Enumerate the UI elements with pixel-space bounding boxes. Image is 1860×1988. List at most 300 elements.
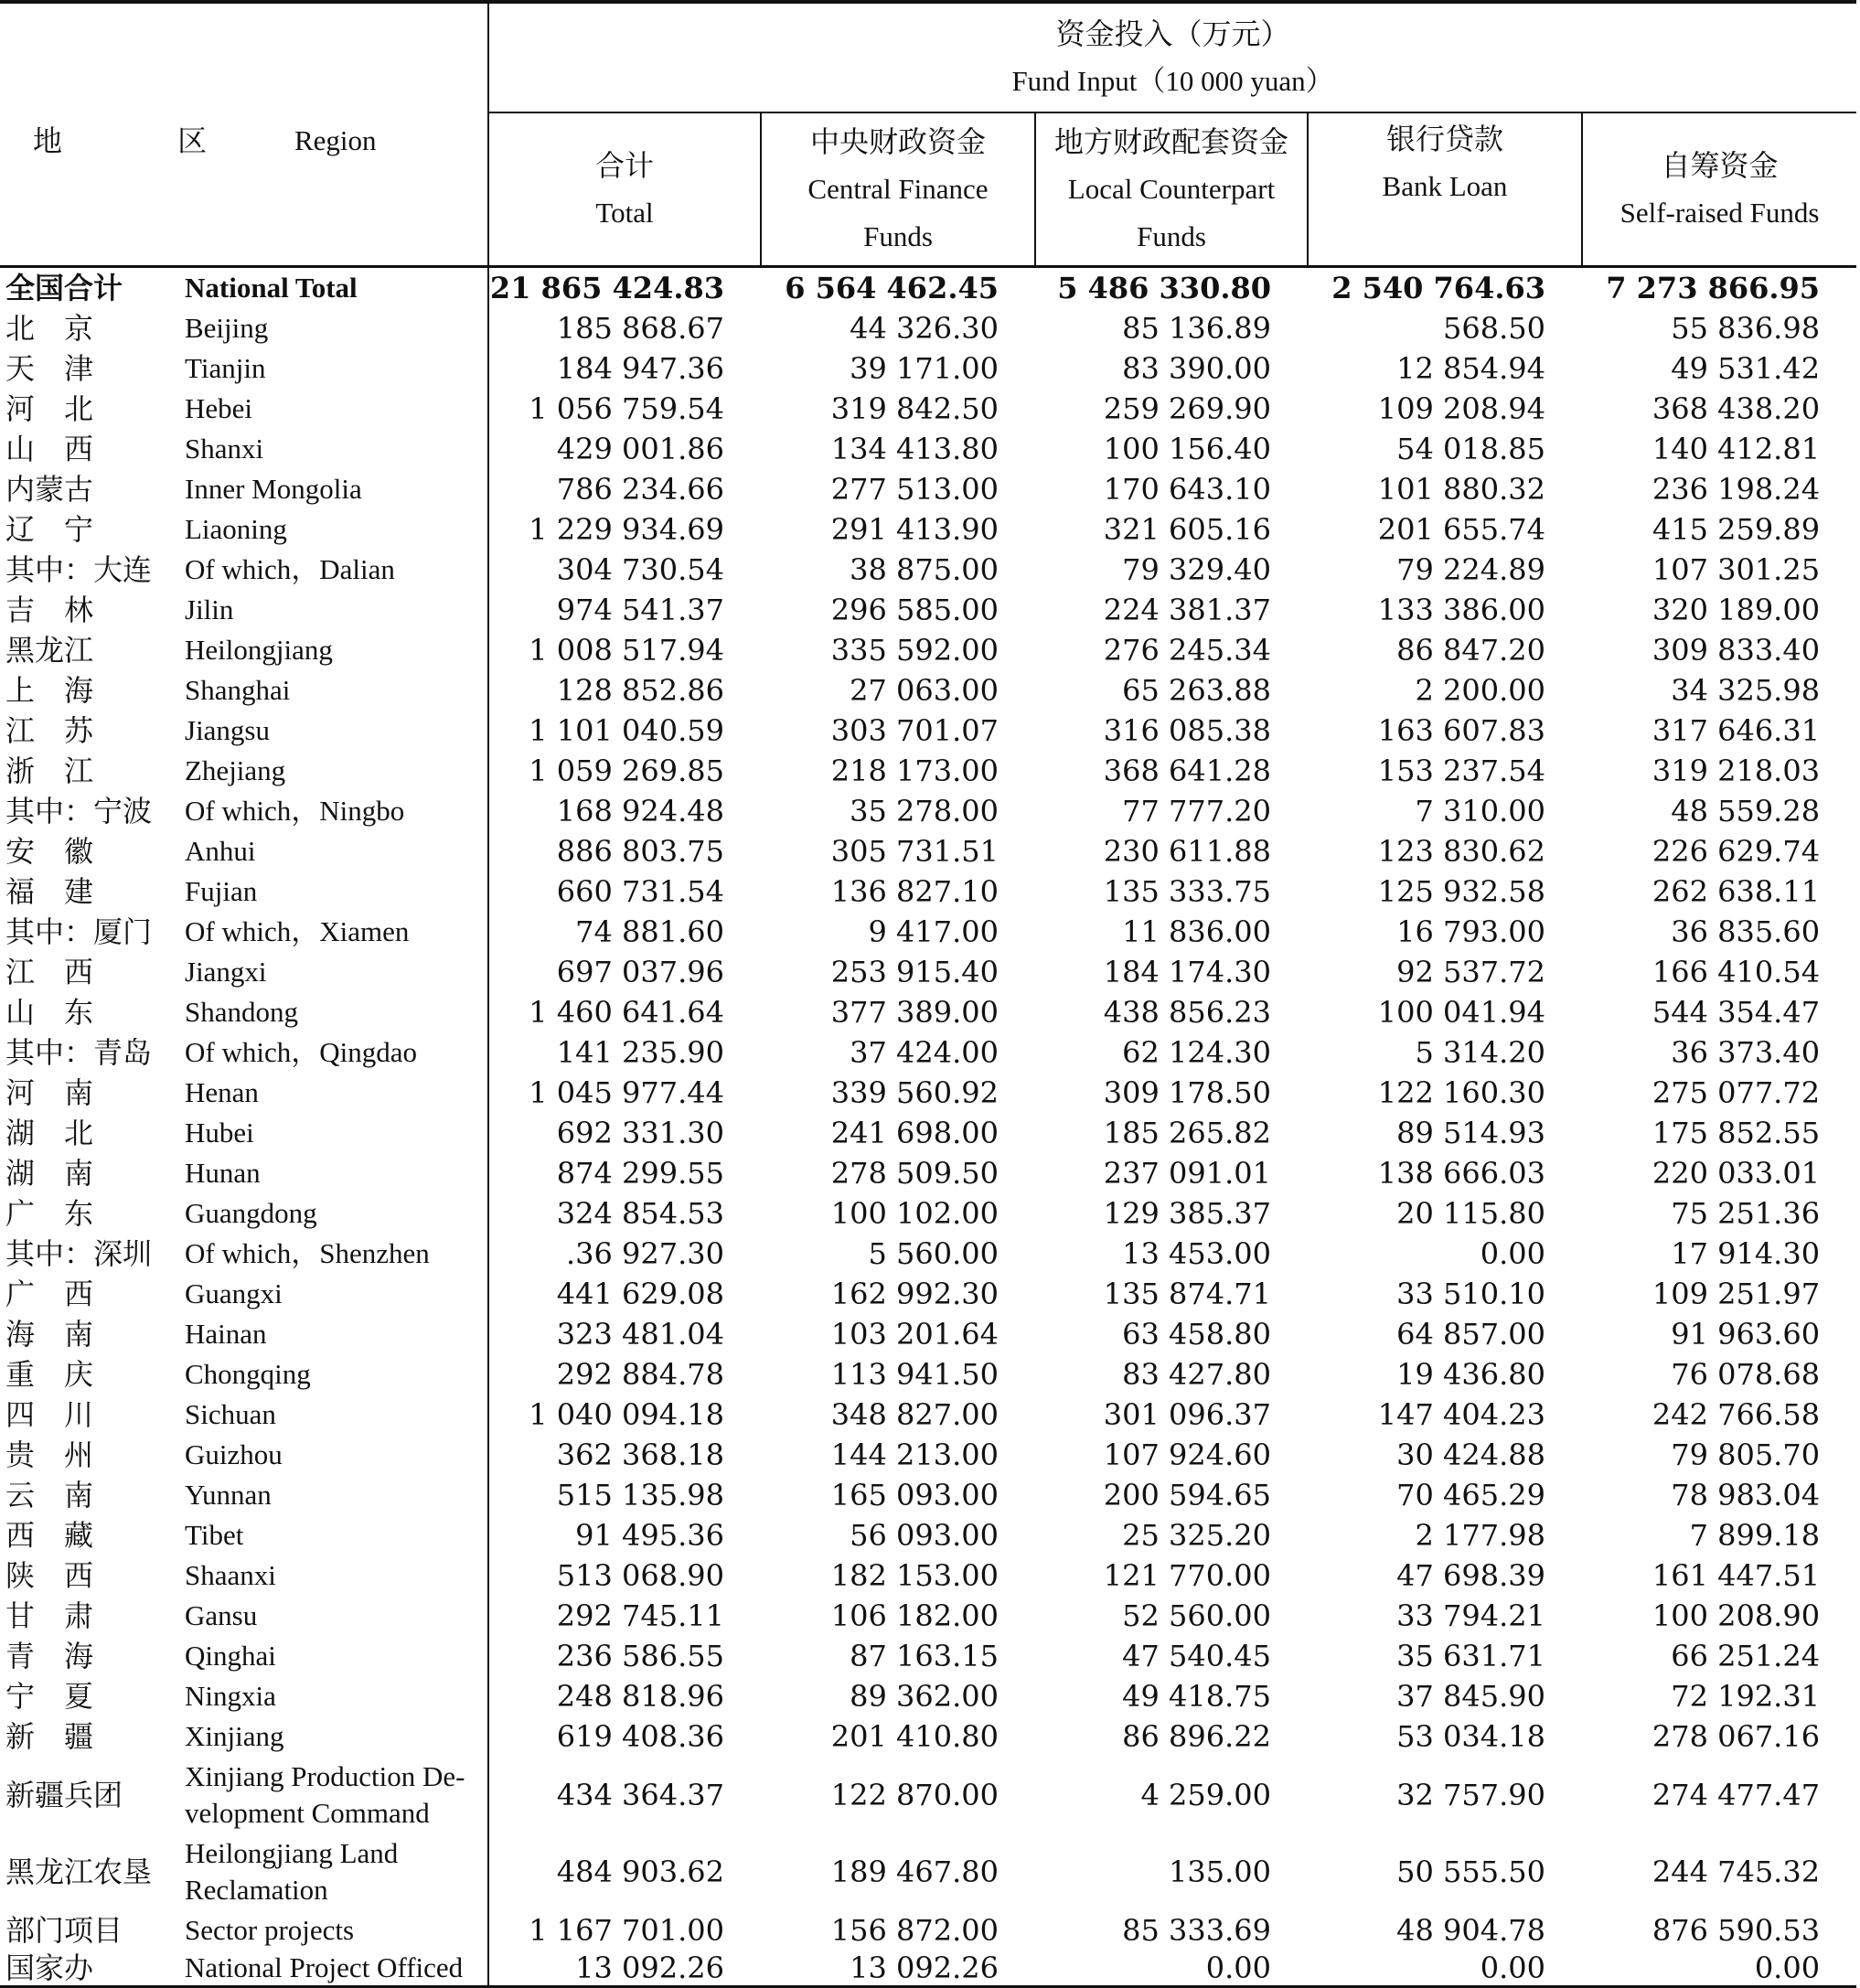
- value-self-raised: 17 914.30: [1671, 1236, 1821, 1271]
- region-name-cn: 新 疆: [5, 1719, 94, 1754]
- table-row: [0, 308, 1856, 348]
- value-central-finance: 348 827.00: [830, 1397, 999, 1432]
- region-name-en: Guangdong: [185, 1197, 317, 1229]
- value-self-raised: 75 251.36: [1671, 1196, 1821, 1231]
- value-total: 441 629.08: [488, 1274, 761, 1314]
- table-row: [0, 630, 1856, 670]
- col-header-selfraised-en: Self-raised Funds: [1619, 197, 1820, 229]
- value-bank-loan: 53 034.18: [1396, 1719, 1545, 1754]
- value-local-counterpart: 224 381.37: [1103, 593, 1271, 627]
- value-bank-loan: 0.00: [1480, 1236, 1545, 1271]
- col-header-central-cn: 中央财政资金: [809, 124, 986, 159]
- value-self-raised: 220 033.01: [1652, 1156, 1821, 1191]
- value-self-raised: 0.00: [1582, 1951, 1856, 1987]
- value-central-finance: 253 915.40: [830, 955, 999, 989]
- value-bank-loan: 33 510.10: [1396, 1277, 1545, 1311]
- region-name-cn: 吉 林: [5, 593, 94, 627]
- value-total: 324 854.53: [488, 1193, 761, 1234]
- value-bank-loan: 153 237.54: [1377, 754, 1545, 788]
- region-name-en: Hubei: [185, 1117, 254, 1149]
- region-name-en: Xinjiang: [185, 1720, 284, 1752]
- col-header-local-en: Local Counterpart: [1067, 173, 1276, 205]
- value-local-counterpart: 62 124.30: [1122, 1035, 1271, 1070]
- col-header-total-cn: 合计: [594, 148, 654, 183]
- region-name-en: National Project Officed: [183, 1951, 488, 1987]
- value-local-counterpart: 237 091.01: [1103, 1156, 1271, 1191]
- table-row: [0, 711, 1856, 751]
- value-local-counterpart: 368 641.28: [1103, 754, 1271, 788]
- value-bank-loan: 5 314.20: [1415, 1035, 1545, 1070]
- region-name-cn: 湖 南: [5, 1156, 94, 1191]
- value-local-counterpart: 438 856.23: [1103, 995, 1271, 1030]
- value-bank-loan: 133 386.00: [1377, 593, 1545, 627]
- value-self-raised: 415 259.89: [1652, 512, 1821, 547]
- table-row: [0, 1073, 1856, 1113]
- value-total: 236 586.55: [488, 1636, 761, 1676]
- value-central-finance: 87 163.15: [850, 1639, 999, 1673]
- value-bank-loan: 2 200.00: [1415, 673, 1545, 708]
- value-total: 13 092.26: [488, 1951, 761, 1987]
- value-bank-loan: 92 537.72: [1396, 955, 1545, 989]
- value-self-raised: 278 067.16: [1652, 1719, 1821, 1754]
- value-self-raised: 48 559.28: [1671, 794, 1821, 828]
- value-self-raised: 309 833.40: [1652, 633, 1821, 668]
- value-self-raised: 368 438.20: [1652, 391, 1821, 426]
- region-name-en: [183, 1833, 488, 1910]
- value-central-finance: 241 698.00: [830, 1116, 999, 1150]
- value-central-finance: 144 213.00: [830, 1438, 999, 1472]
- region-name-en: Zhejiang: [185, 754, 286, 786]
- table-row: [0, 1153, 1856, 1193]
- table-row: [0, 952, 1856, 992]
- region-name-en: Fujian: [185, 875, 258, 907]
- value-central-finance: 27 063.00: [850, 673, 999, 708]
- value-bank-loan: 100 041.94: [1377, 995, 1545, 1030]
- region-name-en: Beijing: [185, 312, 269, 344]
- region-name-en: Sector projects: [185, 1914, 355, 1946]
- value-bank-loan: 48 904.78: [1396, 1913, 1545, 1948]
- table-row: [0, 1716, 1856, 1757]
- value-bank-loan: 70 465.29: [1396, 1478, 1545, 1512]
- value-total: 660 731.54: [488, 871, 761, 912]
- region-name-en: Hebei: [185, 392, 253, 424]
- value-bank-loan: 86 847.20: [1396, 633, 1545, 668]
- region-name-cn: 广 西: [5, 1277, 94, 1311]
- col-header-bank-cn: 银行贷款: [1385, 122, 1503, 156]
- region-name-cn: 广 东: [5, 1196, 94, 1231]
- value-central-finance: 5 560.00: [868, 1236, 999, 1271]
- value-total: 74 881.60: [488, 912, 761, 952]
- value-total: 292 884.78: [488, 1354, 761, 1395]
- region-name-cn: 河 南: [5, 1075, 94, 1110]
- value-total: 1 167 701.00: [488, 1910, 761, 1951]
- value-bank-loan: 32 757.90: [1396, 1778, 1545, 1812]
- table-header: [0, 4, 1856, 267]
- region-name-en: Jiangxi: [185, 956, 267, 988]
- col-header-local-cn: 地方财政配套资金: [1053, 124, 1288, 159]
- value-total: 304 730.54: [488, 550, 761, 590]
- region-name-en: Heilongjiang: [185, 634, 333, 666]
- value-central-finance: 100 102.00: [830, 1196, 999, 1231]
- region-name-cn: 湖 北: [5, 1116, 94, 1150]
- col-header-local: [1035, 112, 1308, 267]
- region-name-en: Shaanxi: [185, 1559, 276, 1591]
- table-row: [0, 1435, 1856, 1475]
- value-bank-loan: 0.00: [1308, 1951, 1582, 1987]
- value-local-counterpart: 83 390.00: [1122, 351, 1271, 386]
- region-name-cn: 辽 宁: [5, 512, 94, 547]
- value-bank-loan: 19 436.80: [1396, 1357, 1545, 1392]
- value-bank-loan: 109 208.94: [1377, 391, 1545, 426]
- col-header-total-en: Total: [595, 197, 654, 229]
- region-name-en: Shanghai: [185, 674, 291, 706]
- value-self-raised: 100 208.90: [1652, 1598, 1821, 1633]
- value-self-raised: 72 192.31: [1671, 1679, 1821, 1714]
- value-self-raised: 76 078.68: [1671, 1357, 1821, 1392]
- region-name-en: Ningxia: [185, 1680, 276, 1712]
- value-total: 1 045 977.44: [488, 1073, 761, 1113]
- value-central-finance: 37 424.00: [850, 1035, 999, 1070]
- fund-input-table: [0, 4, 1856, 1988]
- region-name-en: Chongqing: [185, 1358, 311, 1390]
- table-row: [0, 791, 1856, 831]
- region-name-en: Shanxi: [185, 433, 264, 465]
- value-bank-loan: 89 514.93: [1396, 1116, 1545, 1150]
- region-name-cn: 宁 夏: [5, 1679, 94, 1714]
- region-name-cn: 江 苏: [5, 713, 94, 748]
- value-bank-loan: 2 177.98: [1415, 1518, 1545, 1553]
- value-central-finance: 156 872.00: [830, 1913, 999, 1948]
- table-row: [0, 1596, 1856, 1636]
- value-local-counterpart: 185 265.82: [1103, 1116, 1271, 1150]
- value-total: 141 235.90: [488, 1032, 761, 1073]
- value-total: 619 408.36: [488, 1716, 761, 1757]
- value-self-raised: 274 477.47: [1652, 1778, 1821, 1812]
- value-self-raised: 140 412.81: [1652, 432, 1821, 466]
- value-central-finance: 339 560.92: [830, 1075, 999, 1110]
- value-total: 91 495.36: [488, 1515, 761, 1555]
- table-row: [0, 1274, 1856, 1314]
- table-row: [0, 348, 1856, 389]
- value-self-raised: 320 189.00: [1652, 593, 1821, 627]
- value-total: 248 818.96: [488, 1676, 761, 1716]
- table-row: [0, 751, 1856, 791]
- region-name-en: National Total: [185, 272, 358, 304]
- table-row: [0, 1113, 1856, 1153]
- value-bank-loan: 33 794.21: [1396, 1598, 1545, 1633]
- value-total: 434 364.37: [488, 1757, 761, 1833]
- value-local-counterpart: 170 643.10: [1103, 472, 1271, 507]
- fund-input-header-cn: 资金投入（万元）: [1055, 16, 1290, 51]
- value-local-counterpart: 301 096.37: [1103, 1397, 1271, 1432]
- region-name-en: Guizhou: [185, 1438, 283, 1470]
- value-self-raised: 876 590.53: [1652, 1913, 1821, 1948]
- col-header-central-en2: Funds: [863, 220, 933, 252]
- value-self-raised: 262 638.11: [1652, 874, 1821, 909]
- region-name-en: Yunnan: [185, 1479, 272, 1511]
- value-bank-loan: 125 932.58: [1377, 874, 1545, 909]
- region-name-cn: 重 庆: [5, 1357, 94, 1392]
- region-name-en: [183, 1757, 488, 1833]
- value-bank-loan: 12 854.94: [1396, 351, 1545, 386]
- value-bank-loan: 122 160.30: [1377, 1075, 1545, 1110]
- value-total: 185 868.67: [488, 308, 761, 348]
- region-name-cn: 安 徽: [5, 834, 94, 869]
- region-name-en: Qinghai: [185, 1640, 276, 1672]
- value-bank-loan: 123 830.62: [1377, 834, 1545, 869]
- table-row: [0, 1475, 1856, 1515]
- value-total: 974 541.37: [488, 590, 761, 630]
- value-central-finance: 6 564 462.45: [785, 271, 999, 305]
- value-self-raised: 49 531.42: [1671, 351, 1821, 386]
- table-row: [0, 992, 1856, 1032]
- table-row: [0, 1757, 1856, 1833]
- region-name-cn: 青 海: [5, 1639, 94, 1673]
- value-local-counterpart: 49 418.75: [1122, 1679, 1271, 1714]
- col-header-central-en: Central Finance: [807, 173, 989, 205]
- value-total: 1 056 759.54: [488, 389, 761, 429]
- value-central-finance: 201 410.80: [830, 1719, 999, 1754]
- region-name-cn: 陕 西: [5, 1558, 94, 1593]
- region-header-cn: 地 区: [33, 123, 261, 158]
- table-row: [0, 1676, 1856, 1716]
- table-row: [0, 1193, 1856, 1234]
- region-name-en: Guangxi: [185, 1277, 283, 1309]
- region-name-en: Of which，Ningbo: [185, 795, 405, 827]
- value-self-raised: 7 273 866.95: [1606, 271, 1821, 305]
- table-row: [0, 912, 1856, 952]
- region-name-cn: 其中：宁波: [5, 794, 153, 828]
- region-name-en-line1: Xinjiang Production De-: [185, 1760, 465, 1792]
- value-total: 692 331.30: [488, 1113, 761, 1153]
- col-header-bank: [1308, 112, 1582, 267]
- value-bank-loan: 35 631.71: [1396, 1639, 1545, 1673]
- region-name-cn: 山 西: [5, 432, 94, 466]
- region-name-cn: 其中：厦门: [5, 914, 153, 949]
- value-local-counterpart: 25 325.20: [1122, 1518, 1271, 1553]
- value-self-raised: 242 766.58: [1652, 1397, 1821, 1432]
- value-bank-loan: 147 404.23: [1377, 1397, 1545, 1432]
- value-local-counterpart: 0.00: [1035, 1951, 1308, 1987]
- value-total: 323 481.04: [488, 1314, 761, 1354]
- value-central-finance: 319 842.50: [830, 391, 999, 426]
- value-central-finance: 9 417.00: [868, 914, 999, 949]
- region-name-cn: 国家办: [0, 1951, 183, 1987]
- value-bank-loan: 47 698.39: [1396, 1558, 1545, 1593]
- value-local-counterpart: 77 777.20: [1122, 794, 1271, 828]
- value-self-raised: 34 325.98: [1671, 673, 1821, 708]
- value-bank-loan: 101 880.32: [1377, 472, 1545, 507]
- value-total: 886 803.75: [488, 831, 761, 871]
- value-self-raised: 166 410.54: [1652, 955, 1821, 989]
- value-local-counterpart: 11 836.00: [1122, 914, 1271, 949]
- value-central-finance: 35 278.00: [850, 794, 999, 828]
- region-name-cn: 北 京: [5, 311, 94, 346]
- value-central-finance: 39 171.00: [850, 351, 999, 386]
- region-name-en: Liaoning: [185, 513, 287, 545]
- value-local-counterpart: 4 259.00: [1140, 1778, 1271, 1812]
- region-name-cn: 内蒙古: [5, 472, 94, 507]
- table-row: [0, 871, 1856, 912]
- value-local-counterpart: 65 263.88: [1122, 673, 1271, 708]
- value-central-finance: 113 941.50: [830, 1357, 999, 1392]
- value-total: .36 927.30: [488, 1234, 761, 1274]
- table-row: [0, 1314, 1856, 1354]
- region-name-cn: 上 海: [5, 673, 94, 708]
- value-total: 292 745.11: [488, 1596, 761, 1636]
- value-total: 128 852.86: [488, 670, 761, 711]
- value-local-counterpart: 47 540.45: [1122, 1639, 1271, 1673]
- value-total: 484 903.62: [488, 1833, 761, 1910]
- value-total: 21 865 424.83: [488, 267, 761, 309]
- value-total: 1 008 517.94: [488, 630, 761, 670]
- region-name-cn: 贵 州: [5, 1438, 94, 1472]
- region-header-en: Region: [294, 124, 377, 156]
- region-name-cn: 新疆兵团: [5, 1778, 123, 1812]
- value-local-counterpart: 230 611.88: [1103, 834, 1271, 869]
- value-local-counterpart: 321 605.16: [1103, 512, 1271, 547]
- value-central-finance: 335 592.00: [830, 633, 999, 668]
- value-central-finance: 89 362.00: [850, 1679, 999, 1714]
- value-central-finance: 182 153.00: [830, 1558, 999, 1593]
- value-bank-loan: 79 224.89: [1396, 552, 1545, 587]
- value-local-counterpart: 79 329.40: [1122, 552, 1271, 587]
- value-self-raised: 317 646.31: [1652, 713, 1821, 748]
- region-name-en-line2: Reclamation: [185, 1874, 328, 1906]
- value-local-counterpart: 259 269.90: [1103, 391, 1271, 426]
- value-total: 362 368.18: [488, 1435, 761, 1475]
- region-name-en: Tianjin: [185, 352, 266, 384]
- table-row: [0, 509, 1856, 550]
- value-local-counterpart: 5 486 330.80: [1057, 271, 1271, 305]
- table-row: [0, 550, 1856, 590]
- region-name-cn: 甘 肃: [5, 1598, 94, 1633]
- value-total: 786 234.66: [488, 469, 761, 509]
- value-self-raised: 175 852.55: [1652, 1116, 1821, 1150]
- value-bank-loan: 54 018.85: [1396, 432, 1545, 466]
- table-row: [0, 1833, 1856, 1910]
- value-central-finance: 122 870.00: [830, 1778, 999, 1812]
- value-local-counterpart: 200 594.65: [1103, 1478, 1271, 1512]
- value-self-raised: 244 745.32: [1652, 1854, 1821, 1889]
- value-self-raised: 226 629.74: [1652, 834, 1821, 869]
- region-name-cn: 其中：大连: [5, 552, 153, 587]
- value-central-finance: 56 093.00: [850, 1518, 999, 1553]
- table-row: [0, 831, 1856, 871]
- region-name-en: Inner Mongolia: [185, 473, 362, 505]
- table-row: [0, 1636, 1856, 1676]
- value-central-finance: 277 513.00: [830, 472, 999, 507]
- col-header-total: [488, 112, 761, 267]
- value-total: 513 068.90: [488, 1555, 761, 1596]
- fund-input-header-en: Fund Input（10 000 yuan）: [1011, 65, 1334, 97]
- region-name-en: Tibet: [185, 1519, 244, 1551]
- table-row: [0, 1395, 1856, 1435]
- col-header-central: [761, 112, 1035, 267]
- region-name-en: Of which，Xiamen: [185, 915, 410, 947]
- fund-input-header: [488, 4, 1856, 112]
- region-name-en: Gansu: [185, 1599, 258, 1631]
- value-local-counterpart: 309 178.50: [1103, 1075, 1271, 1110]
- region-name-cn: 山 东: [5, 995, 94, 1030]
- value-self-raised: 79 805.70: [1671, 1438, 1821, 1472]
- value-local-counterpart: 107 924.60: [1103, 1438, 1271, 1472]
- value-local-counterpart: 129 385.37: [1103, 1196, 1271, 1231]
- region-name-en: Jiangsu: [185, 714, 270, 746]
- col-header-selfraised-cn: 自筹资金: [1661, 148, 1779, 183]
- region-name-en: Hainan: [185, 1318, 267, 1350]
- value-central-finance: 303 701.07: [830, 713, 999, 748]
- value-bank-loan: 138 666.03: [1377, 1156, 1545, 1191]
- region-name-cn: 天 津: [5, 351, 94, 386]
- value-central-finance: 106 182.00: [830, 1598, 999, 1633]
- value-total: 1 059 269.85: [488, 751, 761, 791]
- value-local-counterpart: 276 245.34: [1103, 633, 1271, 668]
- value-bank-loan: 37 845.90: [1396, 1679, 1545, 1714]
- value-local-counterpart: 13 453.00: [1122, 1236, 1271, 1271]
- table-row: [0, 1555, 1856, 1596]
- value-local-counterpart: 135 333.75: [1103, 874, 1271, 909]
- value-local-counterpart: 52 560.00: [1122, 1598, 1271, 1633]
- value-local-counterpart: 184 174.30: [1103, 955, 1271, 989]
- value-total: 1 101 040.59: [488, 711, 761, 751]
- table-row: [0, 429, 1856, 469]
- value-total: 697 037.96: [488, 952, 761, 992]
- table-row: [0, 1354, 1856, 1395]
- value-total: 1 040 094.18: [488, 1395, 761, 1435]
- value-central-finance: 165 093.00: [830, 1478, 999, 1512]
- table-row: [0, 590, 1856, 630]
- value-self-raised: 544 354.47: [1652, 995, 1821, 1030]
- table-row: [0, 1032, 1856, 1073]
- region-name-en: Jilin: [185, 593, 234, 625]
- table-row: [0, 1910, 1856, 1951]
- table-row: [0, 389, 1856, 429]
- value-total: 429 001.86: [488, 429, 761, 469]
- value-local-counterpart: 135 874.71: [1103, 1277, 1271, 1311]
- value-self-raised: 66 251.24: [1671, 1639, 1821, 1673]
- value-local-counterpart: 85 333.69: [1122, 1913, 1271, 1948]
- value-self-raised: 161 447.51: [1652, 1558, 1821, 1593]
- value-central-finance: 291 413.90: [830, 512, 999, 547]
- value-self-raised: 36 373.40: [1671, 1035, 1821, 1070]
- value-central-finance: 278 509.50: [830, 1156, 999, 1191]
- value-self-raised: 107 301.25: [1652, 552, 1821, 587]
- col-header-local-en2: Funds: [1137, 220, 1206, 252]
- value-local-counterpart: 316 085.38: [1103, 713, 1271, 748]
- region-name-en-line2: velopment Command: [185, 1797, 430, 1829]
- region-name-en: Sichuan: [185, 1398, 276, 1430]
- region-name-cn: 四 川: [5, 1397, 94, 1432]
- value-self-raised: 319 218.03: [1652, 754, 1821, 788]
- region-name-cn: 其中：青岛: [5, 1035, 153, 1070]
- table-row: [0, 1515, 1856, 1555]
- value-bank-loan: 568.50: [1443, 311, 1545, 346]
- value-central-finance: 44 326.30: [850, 311, 999, 346]
- value-local-counterpart: 135.00: [1169, 1854, 1271, 1889]
- value-local-counterpart: 121 770.00: [1103, 1558, 1271, 1593]
- value-bank-loan: 20 115.80: [1396, 1196, 1545, 1231]
- region-name-cn: 黑龙江农垦: [5, 1854, 153, 1889]
- value-self-raised: 109 251.97: [1652, 1277, 1821, 1311]
- value-self-raised: 7 899.18: [1689, 1518, 1821, 1553]
- region-name-en: Of which，Shenzhen: [185, 1237, 430, 1269]
- region-name-en: Henan: [185, 1076, 259, 1108]
- value-local-counterpart: 100 156.40: [1103, 432, 1271, 466]
- value-local-counterpart: 86 896.22: [1122, 1719, 1271, 1754]
- value-total: 184 947.36: [488, 348, 761, 389]
- table-row: [0, 469, 1856, 509]
